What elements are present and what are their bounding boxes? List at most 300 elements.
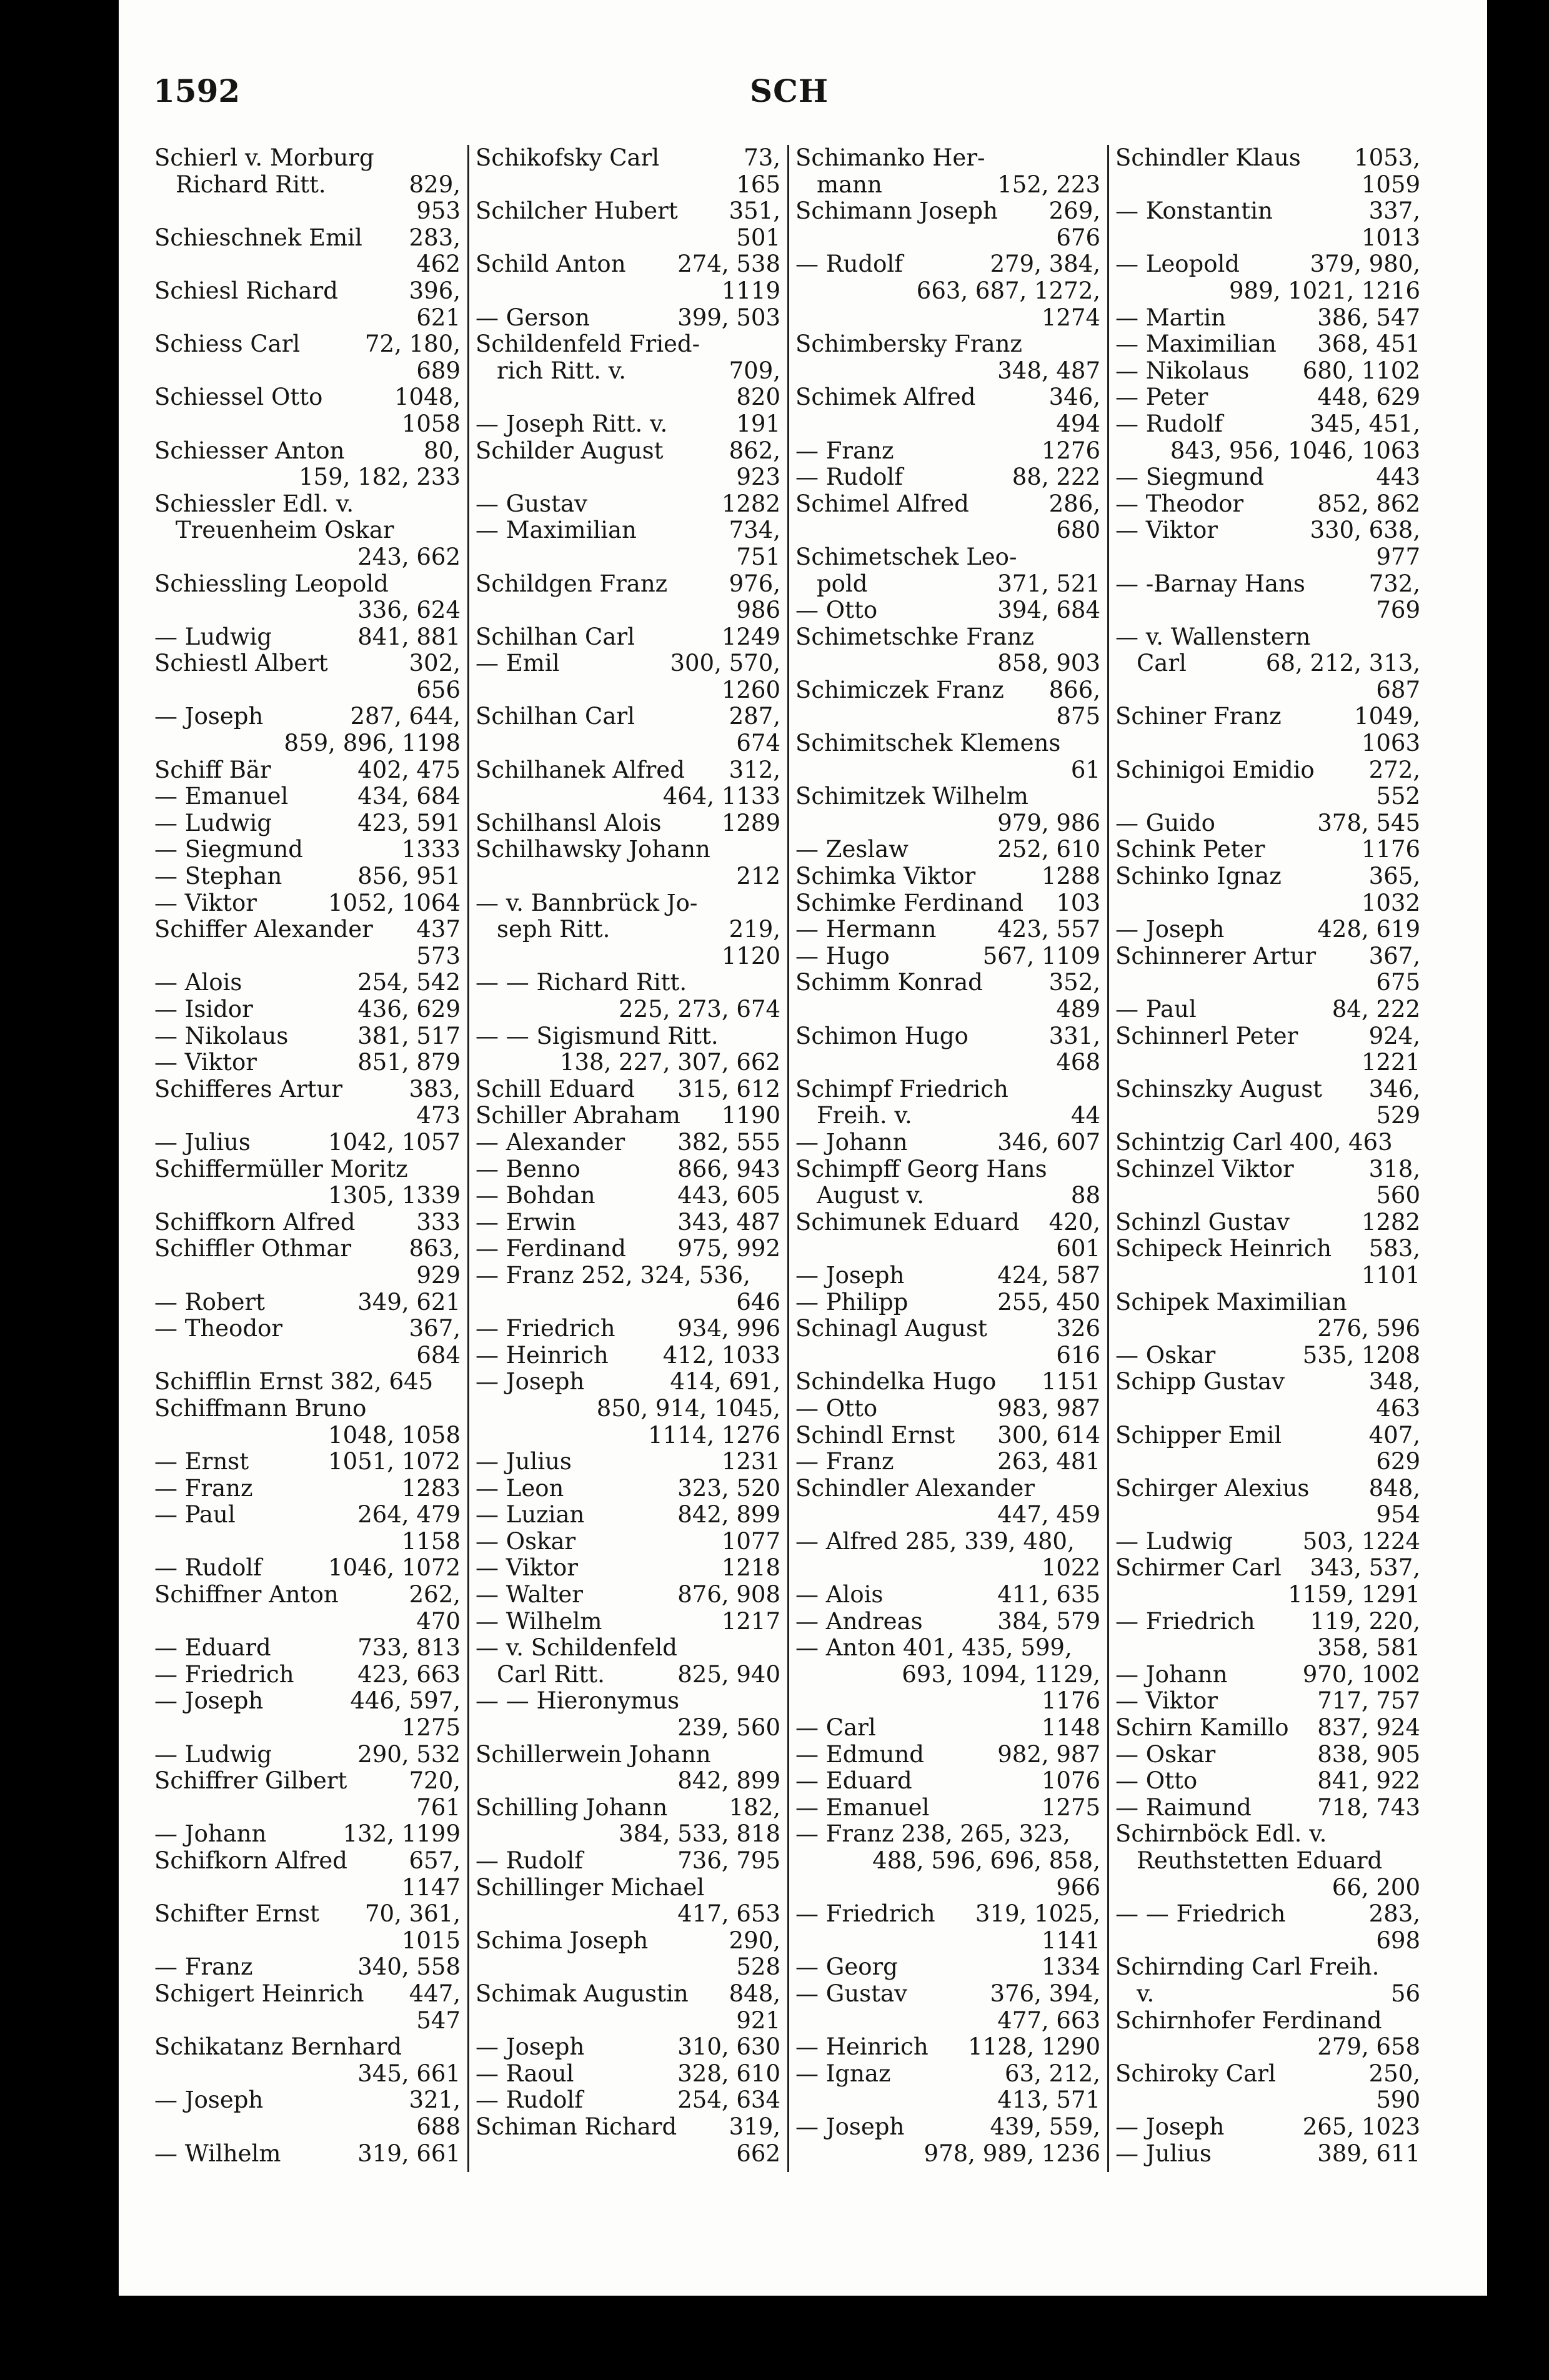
entry-page-refs: 863, bbox=[409, 1235, 461, 1262]
entry-page-refs: 583, bbox=[1368, 1235, 1420, 1262]
entry-name: Schiffkorn Alfred bbox=[154, 1208, 356, 1236]
directory-entry-line bbox=[154, 411, 461, 438]
entry-name: — — Richard Ritt. bbox=[476, 969, 687, 996]
entry-page-refs: 1333 bbox=[401, 836, 461, 863]
directory-entry-line bbox=[154, 1049, 461, 1076]
entry-page-refs: 1218 bbox=[721, 1554, 780, 1582]
directory-entry-line bbox=[795, 730, 1100, 757]
entry-name: — Franz 252, 324, 536, bbox=[476, 1261, 750, 1289]
entry-page-refs: 423, 557 bbox=[997, 916, 1100, 943]
directory-entry-line bbox=[795, 491, 1100, 518]
column-4 bbox=[1115, 145, 1420, 2167]
entry-page-refs: 265, 1023 bbox=[1302, 2113, 1420, 2140]
entry-page-refs: 182, bbox=[729, 1793, 780, 1821]
entry-name: — Luzian bbox=[476, 1501, 585, 1529]
entry-page-refs: 302, bbox=[409, 650, 461, 677]
entry-page-refs: 838, 905 bbox=[1317, 1740, 1420, 1768]
directory-entry-line bbox=[154, 145, 461, 172]
entry-name: Schiff Bär bbox=[154, 756, 271, 783]
entry-page-refs: 407, bbox=[1368, 1421, 1420, 1449]
directory-entry-line bbox=[154, 2008, 461, 2035]
entry-name: rich Ritt. v. bbox=[497, 357, 627, 384]
entry-page-refs: 953 bbox=[416, 197, 461, 225]
entry-name: — Gustav bbox=[795, 1980, 907, 2007]
entry-name: — Emanuel bbox=[154, 783, 289, 810]
directory-entry-line bbox=[795, 1262, 1100, 1289]
entry-name: — Alfred 285, 339, 480, bbox=[795, 1527, 1075, 1555]
entry-name: — Joseph bbox=[154, 2086, 264, 2114]
entry-name: — Ludwig bbox=[154, 1740, 272, 1768]
entry-page-refs: 841, 881 bbox=[357, 623, 461, 650]
entry-name: Schiesser Anton bbox=[154, 437, 345, 464]
directory-entry-line bbox=[476, 1342, 780, 1369]
entry-page-refs: 396, bbox=[409, 277, 461, 304]
directory-entry-line bbox=[1115, 1316, 1420, 1342]
entry-page-refs: 1288 bbox=[1041, 863, 1100, 890]
directory-entry-line bbox=[1115, 1529, 1420, 1555]
entry-page-refs: 986 bbox=[736, 597, 780, 624]
directory-entry-line bbox=[795, 1635, 1100, 1662]
directory-entry-line bbox=[795, 1555, 1100, 1582]
entry-name: Schinzl Gustav bbox=[1115, 1208, 1290, 1236]
entry-name: Schiner Franz bbox=[1115, 703, 1282, 730]
entry-name: Schiffner Anton bbox=[154, 1581, 339, 1609]
entry-page-refs: 751 bbox=[736, 543, 780, 570]
entry-name: — Heinrich bbox=[476, 1341, 609, 1369]
directory-entry-line bbox=[795, 1954, 1100, 1981]
entry-page-refs: 287, bbox=[729, 703, 780, 730]
entry-page-refs: 319, 661 bbox=[357, 2140, 461, 2167]
entry-name: Schindelka Hugo bbox=[795, 1368, 997, 1396]
directory-entry-line bbox=[476, 2008, 780, 2035]
directory-entry-line bbox=[1115, 278, 1420, 305]
entry-page-refs: 386, 547 bbox=[1317, 304, 1420, 331]
directory-entry-line bbox=[154, 172, 461, 199]
entry-name: — Viktor bbox=[1115, 1687, 1218, 1715]
directory-entry-line bbox=[154, 1156, 461, 1183]
entry-name: — Julius bbox=[476, 1448, 572, 1475]
entry-name: Schilcher Hubert bbox=[476, 197, 678, 225]
entry-name: Schimunek Eduard bbox=[795, 1208, 1020, 1236]
entry-name: — Walter bbox=[476, 1581, 583, 1609]
entry-page-refs: 850, 914, 1045, bbox=[596, 1394, 780, 1422]
directory-entry-line bbox=[1115, 1289, 1420, 1316]
entry-name: Schimetschke Franz bbox=[795, 623, 1034, 650]
entry-page-refs: 473 bbox=[416, 1102, 461, 1129]
entry-page-refs: 1221 bbox=[1361, 1049, 1420, 1076]
entry-page-refs: 977 bbox=[1376, 543, 1420, 570]
entry-page-refs: 283, bbox=[409, 224, 461, 251]
directory-entry-line bbox=[154, 1449, 461, 1475]
entry-name: Schikatanz Bernhard bbox=[154, 2033, 402, 2061]
directory-entry-line bbox=[476, 1795, 780, 1822]
directory-entry-line bbox=[154, 1981, 461, 2008]
directory-entry-line bbox=[154, 2034, 461, 2061]
directory-entry-line bbox=[795, 757, 1100, 784]
entry-page-refs: 321, bbox=[409, 2086, 461, 2114]
directory-entry-line bbox=[154, 305, 461, 332]
directory-entry-line bbox=[476, 384, 780, 411]
entry-page-refs: 1282 bbox=[721, 490, 780, 517]
entry-page-refs: 279, 384, bbox=[990, 250, 1100, 278]
directory-entry-line bbox=[476, 411, 780, 438]
directory-entry-line bbox=[1115, 1768, 1420, 1795]
entry-name: Schilhawsky Johann bbox=[476, 836, 710, 863]
directory-entry-line bbox=[154, 1076, 461, 1103]
entry-page-refs: 1158 bbox=[401, 1527, 461, 1555]
entry-name: Schirnding Carl Freih. bbox=[1115, 1953, 1380, 1981]
entry-page-refs: 1305, 1339 bbox=[328, 1182, 461, 1209]
directory-entry-line bbox=[795, 624, 1100, 651]
entry-page-refs: 535, 1208 bbox=[1302, 1341, 1420, 1369]
entry-name: — Theodor bbox=[1115, 490, 1244, 517]
directory-entry-line bbox=[476, 517, 780, 544]
entry-page-refs: 191 bbox=[736, 410, 780, 437]
directory-entry-line bbox=[1115, 1582, 1420, 1609]
directory-entry-line bbox=[476, 1369, 780, 1396]
entry-page-refs: 287, 644, bbox=[350, 703, 461, 730]
entry-page-refs: 286, bbox=[1048, 490, 1100, 517]
entry-page-refs: 979, 986 bbox=[997, 809, 1100, 836]
entry-page-refs: 717, 757 bbox=[1317, 1687, 1420, 1715]
directory-entry-line bbox=[154, 1422, 461, 1449]
entry-page-refs: 1275 bbox=[401, 1714, 461, 1742]
entry-name: — Andreas bbox=[795, 1607, 923, 1635]
directory-entry-line bbox=[476, 172, 780, 199]
directory-entry-line bbox=[1115, 969, 1420, 996]
entry-name: Schill Eduard bbox=[476, 1075, 635, 1103]
directory-entry-line bbox=[795, 464, 1100, 491]
directory-entry-line bbox=[476, 1049, 780, 1076]
directory-entry-line bbox=[795, 2141, 1100, 2168]
entry-page-refs: 736, 795 bbox=[677, 1847, 780, 1874]
entry-page-refs: 239, 560 bbox=[677, 1714, 780, 1742]
directory-entry-line bbox=[476, 836, 780, 863]
directory-entry-line bbox=[476, 810, 780, 837]
entry-page-refs: 954 bbox=[1376, 1501, 1420, 1529]
entry-page-refs: 212 bbox=[736, 863, 780, 890]
directory-entry-line bbox=[154, 2061, 461, 2088]
entry-page-refs: 646 bbox=[736, 1288, 780, 1316]
entry-name: Schipper Emil bbox=[1115, 1421, 1282, 1449]
entry-page-refs: 345, 451, bbox=[1310, 410, 1420, 437]
directory-entry-line bbox=[154, 2141, 461, 2168]
directory-entry-line bbox=[154, 384, 461, 411]
entry-name: v. bbox=[1137, 1980, 1155, 2007]
entry-name: — Maximilian bbox=[476, 517, 637, 544]
directory-entry-line bbox=[476, 1209, 780, 1236]
entry-page-refs: 367, bbox=[1368, 942, 1420, 969]
entry-name: Schinigoi Emidio bbox=[1115, 756, 1315, 783]
directory-entry-line bbox=[154, 1369, 461, 1396]
entry-page-refs: 842, 899 bbox=[677, 1767, 780, 1795]
entry-page-refs: 414, 691, bbox=[670, 1368, 780, 1396]
directory-entry-line bbox=[154, 650, 461, 677]
directory-entry-line bbox=[476, 145, 780, 172]
entry-name: pold bbox=[817, 570, 868, 597]
directory-entry-line bbox=[476, 1236, 780, 1262]
entry-name: — Georg bbox=[795, 1953, 898, 1981]
directory-entry-line bbox=[154, 677, 461, 704]
entry-name: — Gustav bbox=[476, 490, 587, 517]
entry-name: — Viktor bbox=[476, 1554, 578, 1582]
directory-entry-line bbox=[476, 1981, 780, 2008]
entry-page-refs: 693, 1094, 1129, bbox=[902, 1660, 1100, 1688]
directory-entry-line bbox=[476, 1768, 780, 1795]
directory-entry-line bbox=[476, 225, 780, 252]
entry-name: — Maximilian bbox=[1115, 330, 1277, 358]
directory-entry-line bbox=[795, 1609, 1100, 1635]
entry-page-refs: 378, 545 bbox=[1317, 809, 1420, 836]
directory-entry-line bbox=[476, 783, 780, 810]
directory-entry-line bbox=[154, 703, 461, 730]
entry-page-refs: 934, 996 bbox=[677, 1315, 780, 1342]
directory-entry-line bbox=[476, 1901, 780, 1928]
entry-page-refs: 1334 bbox=[1041, 1953, 1100, 1981]
entry-page-refs: 319, 1025, bbox=[975, 1900, 1100, 1928]
entry-name: August v. bbox=[817, 1182, 924, 1209]
directory-entry-line bbox=[1115, 2114, 1420, 2141]
entry-page-refs: 843, 956, 1046, 1063 bbox=[1170, 437, 1420, 464]
directory-entry-line bbox=[154, 1023, 461, 1050]
entry-page-refs: 318, bbox=[1368, 1155, 1420, 1183]
directory-entry-line bbox=[1115, 1396, 1420, 1422]
directory-entry-line bbox=[154, 1715, 461, 1742]
entry-name: — Ferdinand bbox=[476, 1235, 626, 1262]
directory-entry-line bbox=[1115, 464, 1420, 491]
directory-entry-line bbox=[1115, 943, 1420, 970]
directory-entry-line bbox=[795, 2114, 1100, 2141]
directory-entry-line bbox=[795, 1156, 1100, 1183]
entry-page-refs: 376, 394, bbox=[990, 1980, 1100, 2007]
entry-name: Schindler Alexander bbox=[795, 1474, 1035, 1502]
directory-entry-line bbox=[476, 1076, 780, 1103]
directory-entry-line bbox=[1115, 1236, 1420, 1262]
entry-page-refs: 1283 bbox=[401, 1474, 461, 1502]
directory-entry-line bbox=[154, 1688, 461, 1715]
directory-entry-line bbox=[476, 1635, 780, 1662]
entry-page-refs: 503, 1224 bbox=[1302, 1527, 1420, 1555]
entry-name: Richard Ritt. bbox=[176, 171, 326, 198]
entry-page-refs: 252, 610 bbox=[997, 836, 1100, 863]
directory-entry-line bbox=[154, 1262, 461, 1289]
entry-name: Schiffmann Bruno bbox=[154, 1394, 367, 1422]
entry-page-refs: 434, 684 bbox=[357, 783, 461, 810]
entry-page-refs: 80, bbox=[424, 437, 461, 464]
entry-page-refs: 1058 bbox=[401, 410, 461, 437]
directory-entry-line bbox=[795, 384, 1100, 411]
directory-entry-line bbox=[476, 2114, 780, 2141]
directory-entry-line bbox=[795, 198, 1100, 225]
directory-page bbox=[119, 0, 1487, 2296]
entry-name: — Ludwig bbox=[154, 623, 272, 650]
directory-entry-line bbox=[476, 1183, 780, 1209]
entry-page-refs: 70, 361, bbox=[365, 1900, 461, 1928]
directory-entry-line bbox=[476, 278, 780, 305]
entry-name: Schimek Alfred bbox=[795, 384, 976, 411]
entry-name: — Joseph Ritt. v. bbox=[476, 410, 668, 437]
entry-name: — Friedrich bbox=[795, 1900, 935, 1928]
directory-entry-line bbox=[795, 1821, 1100, 1848]
entry-page-refs: 367, bbox=[409, 1315, 461, 1342]
entry-name: Schimka Viktor bbox=[795, 863, 976, 890]
directory-entry-line bbox=[1115, 1023, 1420, 1050]
entry-page-refs: 330, 638, bbox=[1310, 517, 1420, 544]
entry-page-refs: 264, 479 bbox=[357, 1501, 461, 1529]
entry-name: — Gerson bbox=[476, 304, 590, 331]
entry-page-refs: 379, 980, bbox=[1310, 250, 1420, 278]
entry-page-refs: 463 bbox=[1376, 1394, 1420, 1422]
entry-name: — Leon bbox=[476, 1474, 564, 1502]
entry-name: Freih. v. bbox=[817, 1102, 912, 1129]
entry-page-refs: 279, 658 bbox=[1317, 2033, 1420, 2061]
entry-page-refs: 1120 bbox=[721, 942, 780, 969]
entry-page-refs: 923 bbox=[736, 464, 780, 491]
entry-name: — — Sigismund Ritt. bbox=[476, 1022, 719, 1049]
directory-entry-line bbox=[476, 1688, 780, 1715]
directory-entry-line bbox=[154, 1183, 461, 1209]
directory-entry-line bbox=[795, 2008, 1100, 2035]
directory-entry-line bbox=[1115, 1609, 1420, 1635]
directory-entry-line bbox=[476, 1475, 780, 1502]
entry-page-refs: 1274 bbox=[1041, 304, 1100, 331]
directory-entry-line bbox=[795, 1183, 1100, 1209]
entry-page-refs: 674 bbox=[736, 730, 780, 757]
directory-entry-line bbox=[1115, 730, 1420, 757]
directory-entry-line bbox=[795, 172, 1100, 199]
directory-entry-line bbox=[1115, 172, 1420, 199]
entry-page-refs: 680, 1102 bbox=[1302, 357, 1420, 384]
directory-entry-line bbox=[1115, 2008, 1420, 2035]
entry-name: — Johann bbox=[795, 1128, 908, 1156]
entry-page-refs: 1190 bbox=[721, 1102, 780, 1129]
directory-entry-line bbox=[476, 943, 780, 970]
directory-entry-line bbox=[476, 305, 780, 332]
directory-entry-line bbox=[1115, 1742, 1420, 1768]
entry-name: Schiess Carl bbox=[154, 330, 301, 358]
directory-entry-line bbox=[476, 1422, 780, 1449]
entry-name: — Franz 238, 265, 323, bbox=[795, 1820, 1070, 1848]
entry-name: — Friedrich bbox=[154, 1660, 294, 1688]
entry-page-refs: 675 bbox=[1376, 969, 1420, 996]
entry-page-refs: 698 bbox=[1376, 1926, 1420, 1954]
directory-entry-line bbox=[476, 703, 780, 730]
entry-page-refs: 254, 542 bbox=[357, 969, 461, 996]
entry-name: Schimpff Georg Hans bbox=[795, 1155, 1047, 1183]
directory-entry-line bbox=[154, 491, 461, 518]
entry-page-refs: 875 bbox=[1056, 703, 1100, 730]
directory-entry-line bbox=[1115, 1156, 1420, 1183]
entry-page-refs: 1176 bbox=[1041, 1687, 1100, 1715]
entry-page-refs: 1013 bbox=[1361, 224, 1420, 251]
directory-entry-line bbox=[1115, 1369, 1420, 1396]
entry-name: — Hermann bbox=[795, 916, 937, 943]
directory-entry-line bbox=[1115, 624, 1420, 651]
entry-page-refs: 348, 487 bbox=[997, 357, 1100, 384]
directory-entry-line bbox=[476, 916, 780, 943]
directory-entry-line bbox=[154, 1662, 461, 1688]
entry-name: — Otto bbox=[795, 1394, 878, 1422]
directory-entry-line bbox=[1115, 305, 1420, 332]
entry-name: Schild Anton bbox=[476, 250, 626, 278]
directory-entry-line bbox=[795, 1768, 1100, 1795]
entry-name: — Julius bbox=[1115, 2140, 1212, 2167]
directory-entry-line bbox=[795, 2034, 1100, 2061]
entry-name: Schilhan Carl bbox=[476, 623, 635, 650]
entry-page-refs: 1141 bbox=[1041, 1926, 1100, 1954]
entry-name: Schilhansl Alois bbox=[476, 809, 662, 836]
entry-page-refs: 331, bbox=[1048, 1022, 1100, 1049]
entry-page-refs: 417, 653 bbox=[677, 1900, 780, 1928]
entry-page-refs: 1077 bbox=[721, 1527, 780, 1555]
entry-name: — Ludwig bbox=[1115, 1527, 1233, 1555]
directory-entry-line bbox=[154, 1396, 461, 1422]
directory-entry-line bbox=[1115, 650, 1420, 677]
entry-page-refs: 1049, bbox=[1354, 703, 1420, 730]
directory-entry-line bbox=[154, 278, 461, 305]
entry-name: — Emanuel bbox=[795, 1793, 930, 1821]
entry-name: — Oskar bbox=[1115, 1740, 1216, 1768]
entry-page-refs: 680 bbox=[1056, 517, 1100, 544]
entry-page-refs: 323, 520 bbox=[677, 1474, 780, 1502]
directory-entry-line bbox=[795, 810, 1100, 837]
directory-entry-line bbox=[1115, 517, 1420, 544]
entry-page-refs: 165 bbox=[736, 171, 780, 198]
directory-entry-line bbox=[795, 1529, 1100, 1555]
entry-page-refs: 718, 743 bbox=[1317, 1793, 1420, 1821]
entry-name: — Zeslaw bbox=[795, 836, 909, 863]
directory-entry-line bbox=[154, 757, 461, 784]
directory-entry-line bbox=[1115, 145, 1420, 172]
entry-name: — Oskar bbox=[476, 1527, 576, 1555]
directory-entry-line bbox=[154, 1209, 461, 1236]
entry-name: Schimetschek Leo- bbox=[795, 543, 1017, 570]
entry-name: — Joseph bbox=[1115, 2113, 1225, 2140]
directory-entry-line bbox=[1115, 996, 1420, 1023]
entry-name: — Benno bbox=[476, 1155, 580, 1183]
directory-entry-line bbox=[795, 517, 1100, 544]
directory-entry-line bbox=[1115, 331, 1420, 358]
entry-page-refs: 560 bbox=[1376, 1182, 1420, 1209]
entry-name: Schildenfeld Fried- bbox=[476, 330, 700, 358]
directory-entry-line bbox=[1115, 1795, 1420, 1822]
entry-page-refs: 337, bbox=[1368, 197, 1420, 225]
entry-page-refs: 272, bbox=[1368, 756, 1420, 783]
directory-entry-line bbox=[154, 1475, 461, 1502]
entry-page-refs: 684 bbox=[416, 1341, 461, 1369]
directory-entry-line bbox=[1115, 2061, 1420, 2088]
entry-name: Schiffrer Gilbert bbox=[154, 1767, 347, 1795]
column-rule bbox=[467, 145, 469, 2172]
entry-page-refs: 274, 538 bbox=[677, 250, 780, 278]
entry-name: — Nikolaus bbox=[1115, 357, 1250, 384]
entry-page-refs: 462 bbox=[416, 250, 461, 278]
column-1 bbox=[154, 145, 461, 2167]
directory-entry-line bbox=[1115, 810, 1420, 837]
directory-entry-line bbox=[476, 2141, 780, 2168]
entry-page-refs: 290, 532 bbox=[357, 1740, 461, 1768]
entry-name: Schiman Richard bbox=[476, 2113, 677, 2140]
directory-entry-line bbox=[1115, 438, 1420, 465]
directory-entry-line bbox=[476, 1555, 780, 1582]
directory-entry-line bbox=[154, 1928, 461, 1955]
entry-name: Schimon Hugo bbox=[795, 1022, 969, 1049]
entry-name: — Anton 401, 435, 599, bbox=[795, 1634, 1072, 1662]
directory-entry-line bbox=[154, 783, 461, 810]
entry-name: Reuthstetten Eduard bbox=[1137, 1847, 1383, 1874]
directory-entry-line bbox=[476, 1396, 780, 1422]
entry-name: Schipek Maximilian bbox=[1115, 1288, 1347, 1316]
